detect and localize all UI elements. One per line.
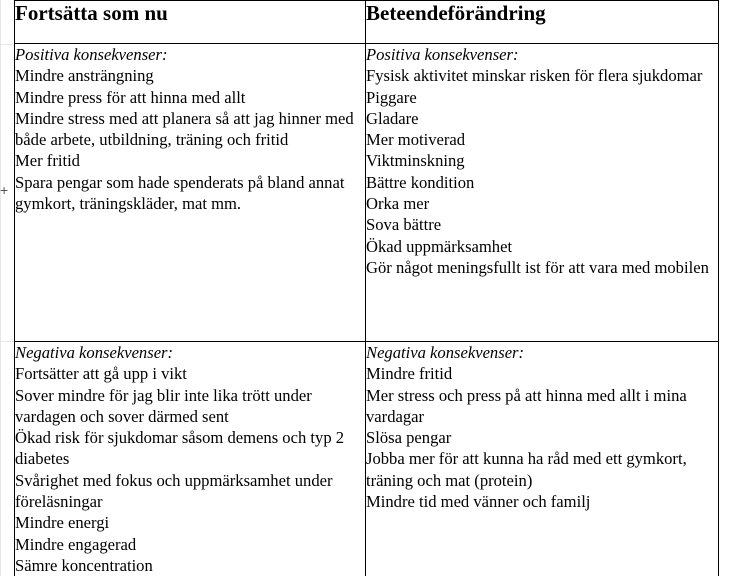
list-item: Mer motiverad [366,130,466,150]
header-continue-as-now[interactable]: Fortsätta som nu [15,1,366,44]
list-item: Piggare [366,87,417,107]
list-item: Ökad risk för sjukdomar såsom demens och typ 2 diabetes [15,428,345,469]
cell-positive-continue[interactable] [15,44,366,342]
list-item: Mer stress och press på att hinna med allt i mina vardagar [366,385,687,426]
cell-negative-continue[interactable] [15,342,366,576]
page-margin-guide [0,0,1,576]
list-item: Gladare [366,108,419,128]
cell-negative-change[interactable] [366,342,719,576]
list-item: Svårighet med fokus och uppmärksamhet under föreläsningar [15,470,333,512]
table-header-row [15,1,719,44]
list-item: Mindre energi [15,513,110,533]
consequence-table [14,0,719,576]
list-item: Mindre press för att hinna med allt [15,87,246,107]
list-item: Fortsätter att gå upp i vikt [15,364,187,384]
section-title: Positiva konsekvenser: [366,45,519,64]
table-row-positive [15,44,719,342]
list-item: Mindre engagerad [15,534,137,554]
list-item: Sover mindre för jag blir inte lika trött under vardagen och sover därmed sent [15,385,312,426]
list-item: Fysisk aktivitet minskar risken för flera sjukdomar [366,66,703,86]
table-move-handle[interactable]: + [0,182,9,198]
list-item: Sova bättre [366,215,442,235]
list-item: Gör något meningsfullt ist för att vara med mobilen [366,257,709,277]
list-item: Mindre stress med att planera så att jag hinner med både arbete, utbildning, träning och fritid [15,108,354,150]
cell-positive-change[interactable] [366,44,719,342]
table-row-guide-middle [0,341,14,342]
header-behavior-change[interactable]: Beteendeförändring [366,1,719,44]
list-item: Spara pengar som hade spenderats på bland annat gymkort, träningskläder, mat mm. [15,172,345,214]
list-item: Mindre tid med vänner och familj [366,492,591,512]
list-item: Bättre kondition [366,172,475,192]
list-item: Orka mer [366,194,430,214]
list-item: Sämre koncentration [15,555,153,575]
list-item: Mindre fritid [366,364,453,384]
section-title: Negativa konsekvenser: [15,343,174,362]
section-title: Positiva konsekvenser: [15,45,168,64]
list-item: Viktminskning [366,151,465,171]
table-row-negative [15,342,719,576]
list-item: Jobba mer för att kunna ha råd med ett gymkort, träning och mat (protein) [366,449,687,490]
list-item: Slösa pengar [366,428,452,448]
list-item: Mindre ansträngning [15,66,154,86]
section-title: Negativa konsekvenser: [366,343,525,362]
list-item: Mer fritid [15,151,80,171]
table-row-guide-top [0,44,14,45]
list-item: Ökad uppmärksamhet [366,236,513,256]
